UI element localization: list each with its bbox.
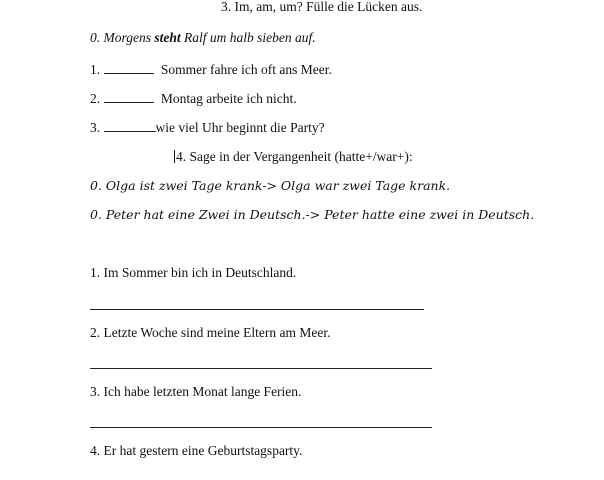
example-verb: steht <box>154 30 181 45</box>
section3-title: 3. Im, am, um? Fülle die Lücken aus. <box>221 0 423 14</box>
answer-line-2[interactable] <box>90 368 432 369</box>
item-text: Sommer fahre ich oft ans Meer. <box>160 62 332 77</box>
section3-item-3 <box>90 119 325 136</box>
fill-blank-1[interactable] <box>104 61 154 74</box>
section4-item-2: 2. Letzte Woche sind meine Eltern am Meer. <box>90 325 331 340</box>
section3-example <box>90 30 316 46</box>
section4-title: 4. Sage in der Vergangenheit (hatte+/war+): <box>176 149 413 164</box>
item-number: 3. <box>90 120 101 135</box>
fill-blank-3[interactable] <box>104 119 156 132</box>
text-cursor <box>174 150 175 163</box>
section4-item-3: 3. Ich habe letzten Monat lange Ferien. <box>90 384 302 399</box>
section3-item-2 <box>90 90 297 107</box>
item-text: wie viel Uhr beginnt die Party? <box>155 120 325 135</box>
section4-title-row <box>174 149 413 165</box>
example-suffix: Ralf um halb sieben auf. <box>180 30 316 45</box>
section4-example-1: 0. Olga ist zwei Tage krank-> Olga war zwei Tage krank. <box>90 178 451 193</box>
section4-item-1: 1. Im Sommer bin ich in Deutschland. <box>90 265 297 280</box>
example-prefix: 0. Morgens <box>90 30 155 45</box>
item-text: Montag arbeite ich nicht. <box>160 91 297 106</box>
item-number: 1. <box>90 62 101 77</box>
section4-example-2: 0. Peter hat eine Zwei in Deutsch.-> Peter hatte eine zwei in Deutsch. <box>90 207 535 222</box>
fill-blank-2[interactable] <box>104 90 154 103</box>
answer-line-1[interactable] <box>90 309 424 310</box>
answer-line-3[interactable] <box>90 427 432 428</box>
section3-item-1 <box>90 61 332 78</box>
section4-item-4: 4. Er hat gestern eine Geburtstagsparty. <box>90 443 303 458</box>
item-number: 2. <box>90 91 101 106</box>
